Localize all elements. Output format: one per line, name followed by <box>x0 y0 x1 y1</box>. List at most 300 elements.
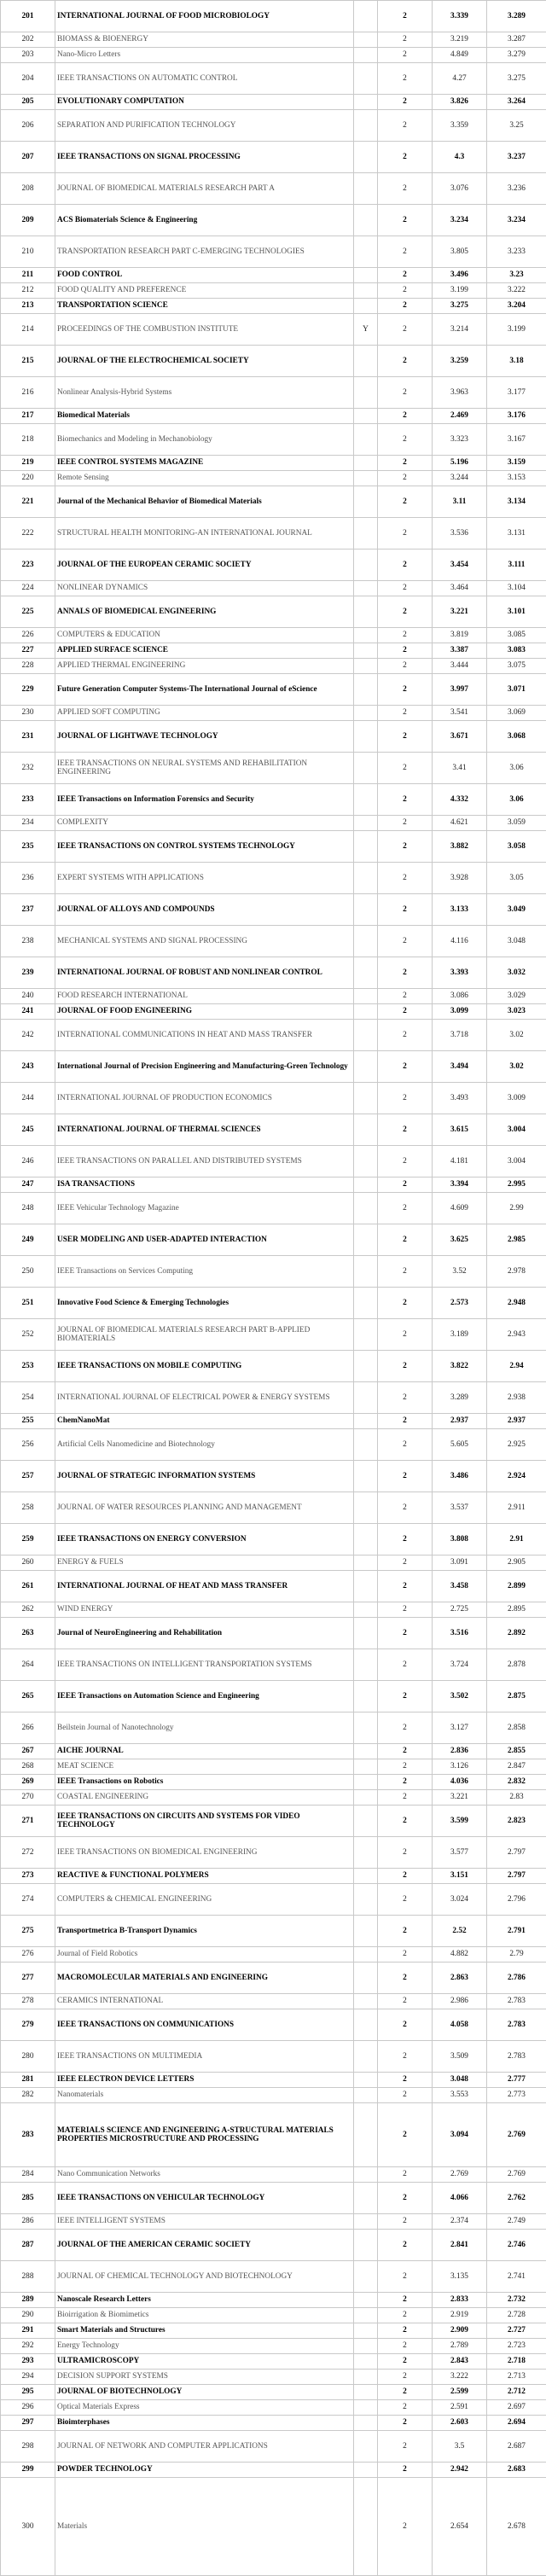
impact-average-cell: 2.937 <box>487 1414 546 1429</box>
impact-average-cell: 2.875 <box>487 1681 546 1712</box>
impact-value-cell: 4.036 <box>433 1775 487 1790</box>
count-cell: 2 <box>378 1618 433 1649</box>
table-row <box>1 424 546 456</box>
flag-cell <box>354 2103 378 2167</box>
impact-value-cell: 3.099 <box>433 1004 487 1020</box>
rank-cell: 260 <box>1 1555 55 1571</box>
flag-cell <box>354 173 378 205</box>
table-row <box>1 2073 546 2088</box>
journal-name-cell: Journal of the Mechanical Behavior of Biomedical Materials <box>55 486 354 518</box>
table-row <box>1 2385 546 2400</box>
count-cell: 2 <box>378 471 433 486</box>
table-row <box>1 894 546 926</box>
rank-cell: 240 <box>1 989 55 1004</box>
impact-value-cell: 3.234 <box>433 205 487 236</box>
impact-value-cell: 2.573 <box>433 1288 487 1319</box>
impact-value-cell: 3.126 <box>433 1759 487 1775</box>
impact-value-cell: 3.458 <box>433 1571 487 1602</box>
journal-name-cell: IEEE ELECTRON DEVICE LETTERS <box>55 2073 354 2088</box>
flag-cell <box>354 1916 378 1947</box>
impact-average-cell: 3.222 <box>487 283 546 299</box>
count-cell: 2 <box>378 486 433 518</box>
journal-name-cell: IEEE Vehicular Technology Magazine <box>55 1193 354 1224</box>
impact-average-cell: 2.783 <box>487 2041 546 2073</box>
count-cell: 2 <box>378 2167 433 2183</box>
flag-cell <box>354 1806 378 1837</box>
impact-average-cell: 2.741 <box>487 2261 546 2293</box>
flag-cell <box>354 1759 378 1775</box>
rank-cell: 287 <box>1 2230 55 2261</box>
impact-value-cell: 3.509 <box>433 2041 487 2073</box>
rank-cell: 294 <box>1 2370 55 2385</box>
impact-average-cell: 3.009 <box>487 1083 546 1114</box>
journal-name-cell: INTERNATIONAL JOURNAL OF ELECTRICAL POWER & ENERGY SYSTEMS <box>55 1382 354 1414</box>
count-cell: 2 <box>378 1759 433 1775</box>
flag-cell <box>354 48 378 63</box>
impact-value-cell: 3.494 <box>433 1051 487 1083</box>
count-cell: 2 <box>378 2103 433 2167</box>
journal-name-cell: JOURNAL OF NETWORK AND COMPUTER APPLICATIONS <box>55 2431 354 2463</box>
impact-average-cell: 3.233 <box>487 236 546 268</box>
rank-cell: 296 <box>1 2400 55 2416</box>
impact-value-cell: 3.963 <box>433 377 487 409</box>
impact-average-cell: 2.858 <box>487 1712 546 1744</box>
flag-cell <box>354 2431 378 2463</box>
flag-cell <box>354 1429 378 1461</box>
journal-name-cell: International Journal of Precision Engineering and Manufacturing-Green Technology <box>55 1051 354 1083</box>
journal-name-cell: IEEE TRANSACTIONS ON COMMUNICATIONS <box>55 2009 354 2041</box>
table-row <box>1 784 546 816</box>
journal-name-cell: JOURNAL OF CHEMICAL TECHNOLOGY AND BIOTECHNOLOGY <box>55 2261 354 2293</box>
count-cell: 2 <box>378 550 433 581</box>
table-row <box>1 2167 546 2183</box>
table-row <box>1 1319 546 1351</box>
flag-cell <box>354 2293 378 2308</box>
flag-cell <box>354 1193 378 1224</box>
rank-cell: 223 <box>1 550 55 581</box>
journal-name-cell: ACS Biomaterials Science & Engineering <box>55 205 354 236</box>
count-cell: 2 <box>378 1571 433 1602</box>
impact-value-cell: 2.841 <box>433 2230 487 2261</box>
flag-cell <box>354 784 378 816</box>
journal-name-cell: MATERIALS SCIENCE AND ENGINEERING A-STRUCTURAL MATERIALS PROPERTIES MICROSTRUCTURE AND PROCESSING <box>55 2103 354 2167</box>
journal-name-cell: MECHANICAL SYSTEMS AND SIGNAL PROCESSING <box>55 926 354 957</box>
flag-cell <box>354 1083 378 1114</box>
impact-value-cell: 2.986 <box>433 1994 487 2009</box>
impact-average-cell: 3.177 <box>487 377 546 409</box>
table-row <box>1 2416 546 2431</box>
impact-value-cell: 3.076 <box>433 173 487 205</box>
rank-cell: 257 <box>1 1461 55 1492</box>
table-row <box>1 831 546 863</box>
count-cell: 2 <box>378 173 433 205</box>
rank-cell: 261 <box>1 1571 55 1602</box>
impact-average-cell: 2.783 <box>487 2009 546 2041</box>
table-row <box>1 1775 546 1790</box>
impact-value-cell: 3.516 <box>433 1618 487 1649</box>
table-row <box>1 1051 546 1083</box>
flag-cell <box>354 1114 378 1146</box>
table-row <box>1 1083 546 1114</box>
flag-cell <box>354 989 378 1004</box>
impact-average-cell: 2.943 <box>487 1319 546 1351</box>
journal-name-cell: JOURNAL OF LIGHTWAVE TECHNOLOGY <box>55 721 354 753</box>
table-row <box>1 1759 546 1775</box>
table-row <box>1 2103 546 2167</box>
flag-cell <box>354 1146 378 1178</box>
impact-value-cell: 3.819 <box>433 628 487 643</box>
impact-value-cell: 3.502 <box>433 1681 487 1712</box>
journal-name-cell: JOURNAL OF THE EUROPEAN CERAMIC SOCIETY <box>55 550 354 581</box>
rank-cell: 253 <box>1 1351 55 1382</box>
flag-cell <box>354 2214 378 2230</box>
journal-name-cell: COASTAL ENGINEERING <box>55 1790 354 1806</box>
flag-cell <box>354 2463 378 2478</box>
flag-cell <box>354 1571 378 1602</box>
table-row <box>1 1004 546 1020</box>
journal-name-cell: JOURNAL OF BIOMEDICAL MATERIALS RESEARCH PART B-APPLIED BIOMATERIALS <box>55 1319 354 1351</box>
rank-cell: 226 <box>1 628 55 643</box>
impact-value-cell: 2.725 <box>433 1602 487 1618</box>
table-row <box>1 1 546 32</box>
impact-value-cell: 2.769 <box>433 2167 487 2183</box>
rank-cell: 211 <box>1 268 55 283</box>
impact-value-cell: 3.11 <box>433 486 487 518</box>
journal-name-cell: Smart Materials and Structures <box>55 2323 354 2339</box>
count-cell: 2 <box>378 628 433 643</box>
count-cell: 2 <box>378 2416 433 2431</box>
table-row <box>1 377 546 409</box>
journal-name-cell: POWDER TECHNOLOGY <box>55 2463 354 2478</box>
flag-cell <box>354 2183 378 2214</box>
journal-name-cell: USER MODELING AND USER-ADAPTED INTERACTION <box>55 1224 354 1256</box>
table-row <box>1 1351 546 1382</box>
count-cell: 2 <box>378 2385 433 2400</box>
rank-cell: 217 <box>1 409 55 424</box>
rank-cell: 259 <box>1 1524 55 1555</box>
impact-average-cell: 3.004 <box>487 1114 546 1146</box>
flag-cell <box>354 2308 378 2323</box>
count-cell: 2 <box>378 63 433 95</box>
count-cell: 2 <box>378 989 433 1004</box>
flag-cell <box>354 518 378 550</box>
flag-cell <box>354 831 378 863</box>
impact-value-cell: 4.058 <box>433 2009 487 2041</box>
rank-cell: 205 <box>1 95 55 110</box>
table-row <box>1 2293 546 2308</box>
flag-cell <box>354 1382 378 1414</box>
journal-name-cell: JOURNAL OF THE ELECTROCHEMICAL SOCIETY <box>55 346 354 377</box>
journal-name-cell: Nano-Micro Letters <box>55 48 354 63</box>
impact-value-cell: 4.849 <box>433 48 487 63</box>
flag-cell <box>354 659 378 674</box>
impact-value-cell: 3.199 <box>433 283 487 299</box>
count-cell: 2 <box>378 659 433 674</box>
count-cell: 2 <box>378 1288 433 1319</box>
table-row <box>1 409 546 424</box>
count-cell: 2 <box>378 1649 433 1681</box>
rank-cell: 255 <box>1 1414 55 1429</box>
flag-cell <box>354 721 378 753</box>
impact-average-cell: 2.91 <box>487 1524 546 1555</box>
journal-name-cell: WIND ENERGY <box>55 1602 354 1618</box>
rank-cell: 221 <box>1 486 55 518</box>
table-row <box>1 1288 546 1319</box>
impact-average-cell: 3.134 <box>487 486 546 518</box>
table-row <box>1 173 546 205</box>
count-cell: 2 <box>378 957 433 989</box>
impact-value-cell: 3.615 <box>433 1114 487 1146</box>
table-row <box>1 1461 546 1492</box>
table-row <box>1 550 546 581</box>
impact-value-cell: 3.997 <box>433 674 487 706</box>
rank-cell: 237 <box>1 894 55 926</box>
impact-average-cell: 3.159 <box>487 456 546 471</box>
impact-value-cell: 3.222 <box>433 2370 487 2385</box>
flag-cell <box>354 596 378 628</box>
journal-name-cell: APPLIED SOFT COMPUTING <box>55 706 354 721</box>
impact-value-cell: 3.387 <box>433 643 487 659</box>
count-cell: 2 <box>378 1492 433 1524</box>
journal-name-cell: INTERNATIONAL JOURNAL OF ROBUST AND NONLINEAR CONTROL <box>55 957 354 989</box>
count-cell: 2 <box>378 2323 433 2339</box>
flag-cell <box>354 643 378 659</box>
impact-value-cell: 3.024 <box>433 1884 487 1916</box>
count-cell: 2 <box>378 236 433 268</box>
journal-name-cell: IEEE TRANSACTIONS ON NEURAL SYSTEMS AND REHABILITATION ENGINEERING <box>55 753 354 784</box>
journal-name-cell: TRANSPORTATION SCIENCE <box>55 299 354 314</box>
impact-average-cell: 2.978 <box>487 1256 546 1288</box>
impact-value-cell: 3.127 <box>433 1712 487 1744</box>
table-row <box>1 1806 546 1837</box>
flag-cell <box>354 816 378 831</box>
count-cell: 2 <box>378 110 433 142</box>
impact-value-cell: 3.496 <box>433 268 487 283</box>
flag-cell <box>354 2323 378 2339</box>
journal-name-cell: IEEE Transactions on Services Computing <box>55 1256 354 1288</box>
rank-cell: 279 <box>1 2009 55 2041</box>
rank-cell: 300 <box>1 2478 55 2576</box>
table-row <box>1 1869 546 1884</box>
impact-average-cell: 3.029 <box>487 989 546 1004</box>
journal-name-cell: IEEE TRANSACTIONS ON ENERGY CONVERSION <box>55 1524 354 1555</box>
table-row <box>1 1994 546 2009</box>
count-cell: 2 <box>378 2478 433 2576</box>
flag-cell <box>354 486 378 518</box>
impact-average-cell: 2.895 <box>487 1602 546 1618</box>
table-row <box>1 659 546 674</box>
impact-average-cell: 3.048 <box>487 926 546 957</box>
count-cell: 2 <box>378 518 433 550</box>
rank-cell: 225 <box>1 596 55 628</box>
count-cell: 2 <box>378 1775 433 1790</box>
count-cell: 2 <box>378 1994 433 2009</box>
impact-value-cell: 3.808 <box>433 1524 487 1555</box>
count-cell: 2 <box>378 2431 433 2463</box>
rank-cell: 203 <box>1 48 55 63</box>
impact-value-cell: 3.454 <box>433 550 487 581</box>
journal-name-cell: TRANSPORTATION RESEARCH PART C-EMERGING TECHNOLOGIES <box>55 236 354 268</box>
table-row <box>1 1790 546 1806</box>
flag-cell <box>354 628 378 643</box>
count-cell: 2 <box>378 1319 433 1351</box>
flag-cell <box>354 2041 378 2073</box>
table-row <box>1 1114 546 1146</box>
count-cell: 2 <box>378 2088 433 2103</box>
impact-average-cell: 3.18 <box>487 346 546 377</box>
flag-cell <box>354 268 378 283</box>
journal-name-cell: IEEE Transactions on Information Forensics and Security <box>55 784 354 816</box>
rank-cell: 219 <box>1 456 55 471</box>
table-row <box>1 1524 546 1555</box>
journal-name-cell: EXPERT SYSTEMS WITH APPLICATIONS <box>55 863 354 894</box>
flag-cell <box>354 1837 378 1869</box>
impact-value-cell: 4.27 <box>433 63 487 95</box>
flag-cell <box>354 2167 378 2183</box>
rank-cell: 214 <box>1 314 55 346</box>
flag-cell <box>354 1649 378 1681</box>
impact-average-cell: 3.111 <box>487 550 546 581</box>
flag-cell <box>354 1004 378 1020</box>
rank-cell: 264 <box>1 1649 55 1681</box>
table-row <box>1 2183 546 2214</box>
impact-average-cell: 3.234 <box>487 205 546 236</box>
flag-cell <box>354 456 378 471</box>
impact-average-cell: 3.153 <box>487 471 546 486</box>
flag-cell <box>354 409 378 424</box>
count-cell: 2 <box>378 863 433 894</box>
table-row <box>1 2478 546 2576</box>
journal-name-cell: IEEE TRANSACTIONS ON CIRCUITS AND SYSTEMS FOR VIDEO TECHNOLOGY <box>55 1806 354 1837</box>
rank-cell: 246 <box>1 1146 55 1178</box>
impact-value-cell: 4.116 <box>433 926 487 957</box>
impact-average-cell: 3.287 <box>487 32 546 48</box>
flag-cell <box>354 1224 378 1256</box>
impact-average-cell: 3.104 <box>487 581 546 596</box>
rank-cell: 263 <box>1 1618 55 1649</box>
table-row <box>1 926 546 957</box>
impact-average-cell: 3.004 <box>487 1146 546 1178</box>
count-cell: 2 <box>378 377 433 409</box>
rank-cell: 265 <box>1 1681 55 1712</box>
impact-average-cell: 2.769 <box>487 2103 546 2167</box>
impact-average-cell: 2.786 <box>487 1963 546 1994</box>
impact-average-cell: 3.023 <box>487 1004 546 1020</box>
count-cell: 2 <box>378 1602 433 1618</box>
count-cell: 2 <box>378 205 433 236</box>
journal-name-cell: Journal of Field Robotics <box>55 1947 354 1963</box>
count-cell: 2 <box>378 142 433 173</box>
flag-cell <box>354 863 378 894</box>
impact-average-cell: 3.289 <box>487 1 546 32</box>
rank-cell: 276 <box>1 1947 55 1963</box>
count-cell: 2 <box>378 1429 433 1461</box>
impact-average-cell: 2.911 <box>487 1492 546 1524</box>
flag-cell <box>354 299 378 314</box>
impact-value-cell: 3.625 <box>433 1224 487 1256</box>
flag-cell <box>354 2339 378 2354</box>
impact-value-cell: 3.536 <box>433 518 487 550</box>
table-row <box>1 2009 546 2041</box>
impact-value-cell: 2.599 <box>433 2385 487 2400</box>
journal-name-cell: Materials <box>55 2478 354 2576</box>
impact-average-cell: 2.832 <box>487 1775 546 1790</box>
rank-cell: 295 <box>1 2385 55 2400</box>
rank-cell: 224 <box>1 581 55 596</box>
journal-name-cell: Biomechanics and Modeling in Mechanobiology <box>55 424 354 456</box>
flag-cell <box>354 424 378 456</box>
rank-cell: 258 <box>1 1492 55 1524</box>
flag-cell <box>354 1461 378 1492</box>
count-cell: 2 <box>378 2293 433 2308</box>
impact-value-cell: 3.41 <box>433 753 487 784</box>
count-cell: 2 <box>378 784 433 816</box>
journal-name-cell: IEEE Transactions on Automation Science and Engineering <box>55 1681 354 1712</box>
impact-average-cell: 2.823 <box>487 1806 546 1837</box>
journal-name-cell: JOURNAL OF STRATEGIC INFORMATION SYSTEMS <box>55 1461 354 1492</box>
impact-average-cell: 3.25 <box>487 110 546 142</box>
table-row <box>1 2339 546 2354</box>
impact-value-cell: 3.151 <box>433 1869 487 1884</box>
rank-cell: 268 <box>1 1759 55 1775</box>
flag-cell <box>354 706 378 721</box>
impact-average-cell: 2.797 <box>487 1869 546 1884</box>
table-row <box>1 706 546 721</box>
rank-cell: 215 <box>1 346 55 377</box>
table-row <box>1 1916 546 1947</box>
journal-name-cell: Nano Communication Networks <box>55 2167 354 2183</box>
rank-cell: 291 <box>1 2323 55 2339</box>
impact-average-cell: 2.797 <box>487 1837 546 1869</box>
journal-name-cell: IEEE TRANSACTIONS ON MULTIMEDIA <box>55 2041 354 2073</box>
impact-value-cell: 3.493 <box>433 1083 487 1114</box>
impact-average-cell: 3.032 <box>487 957 546 989</box>
rank-cell: 271 <box>1 1806 55 1837</box>
rank-cell: 245 <box>1 1114 55 1146</box>
table-row <box>1 1681 546 1712</box>
flag-cell <box>354 957 378 989</box>
journal-name-cell: Nanomaterials <box>55 2088 354 2103</box>
rank-cell: 243 <box>1 1051 55 1083</box>
flag-cell <box>354 95 378 110</box>
impact-value-cell: 3.394 <box>433 1178 487 1193</box>
table-row <box>1 1492 546 1524</box>
impact-average-cell: 3.058 <box>487 831 546 863</box>
rank-cell: 252 <box>1 1319 55 1351</box>
journal-name-cell: INTERNATIONAL COMMUNICATIONS IN HEAT AND MASS TRANSFER <box>55 1020 354 1051</box>
impact-value-cell: 3.221 <box>433 596 487 628</box>
table-row <box>1 674 546 706</box>
rank-cell: 273 <box>1 1869 55 1884</box>
flag-cell <box>354 110 378 142</box>
flag-cell <box>354 377 378 409</box>
flag-cell <box>354 283 378 299</box>
impact-average-cell: 3.275 <box>487 63 546 95</box>
flag-cell <box>354 1524 378 1555</box>
rank-cell: 248 <box>1 1193 55 1224</box>
table-row <box>1 957 546 989</box>
rank-cell: 256 <box>1 1429 55 1461</box>
rank-cell: 231 <box>1 721 55 753</box>
impact-value-cell: 3.359 <box>433 110 487 142</box>
flag-cell <box>354 1414 378 1429</box>
count-cell: 2 <box>378 1837 433 1869</box>
impact-average-cell: 2.712 <box>487 2385 546 2400</box>
impact-value-cell: 3.048 <box>433 2073 487 2088</box>
count-cell: 2 <box>378 1193 433 1224</box>
flag-cell <box>354 1319 378 1351</box>
impact-average-cell: 3.131 <box>487 518 546 550</box>
